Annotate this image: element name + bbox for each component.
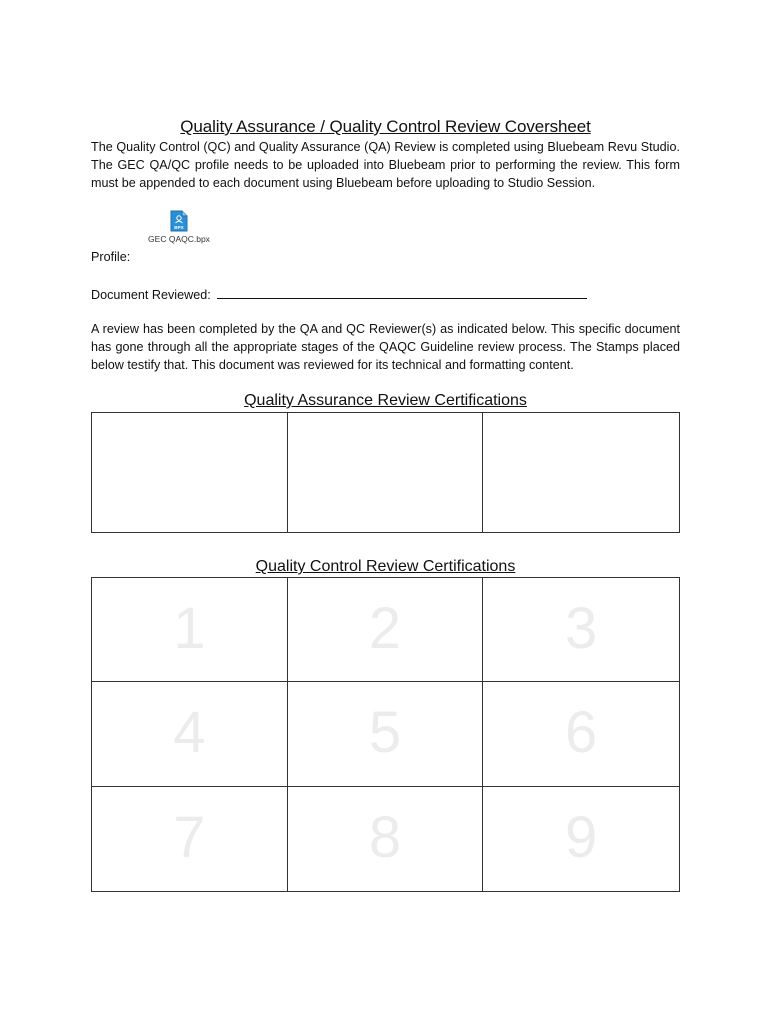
qc-stamp-cell[interactable] <box>483 682 679 786</box>
qc-stamp-cell[interactable] <box>92 787 288 891</box>
qc-cell-number: 2 <box>368 596 402 661</box>
bpx-file-icon[interactable] <box>170 210 188 232</box>
qc-stamp-cell[interactable] <box>288 682 484 786</box>
qc-cell-number: 4 <box>173 700 206 766</box>
qc-cell-number: 9 <box>565 804 598 870</box>
page-title: Quality Assurance / Quality Control Review Coversheet <box>180 117 591 136</box>
qa-stamp-cell[interactable] <box>288 413 484 532</box>
qa-certification-grid <box>91 412 680 533</box>
intro-paragraph: The Quality Control (QC) and Quality Assurance (QA) Review is completed using Bluebeam Revu Studio. The GEC QA/QC profile needs to be uploaded into Bluebeam prior to performing the review. This form must be appended to each document using Bluebeam before uploading to Studio Session. <box>91 140 680 190</box>
qa-stamp-cell[interactable] <box>92 413 288 532</box>
qc-stamp-cell[interactable] <box>483 787 679 891</box>
document-reviewed-field[interactable] <box>217 286 587 299</box>
qc-stamp-cell[interactable] <box>288 787 484 891</box>
bpx-icon-text: BPX <box>174 225 184 230</box>
qc-cell-number: 8 <box>368 804 402 870</box>
qc-cell-number: 6 <box>565 700 598 766</box>
qa-stamp-cell[interactable] <box>483 413 679 532</box>
document-reviewed-label: Document Reviewed: <box>91 288 211 302</box>
qc-section-heading: Quality Control Review Certifications <box>255 558 516 575</box>
profile-attachment[interactable] <box>147 210 211 244</box>
qc-stamp-cell[interactable] <box>288 578 484 682</box>
qc-cell-number: 7 <box>173 804 206 870</box>
qc-stamp-cell[interactable] <box>92 682 288 786</box>
qc-cell-number: 1 <box>173 596 206 661</box>
qc-cell-number: 5 <box>368 700 402 766</box>
qc-cell-number: 3 <box>565 596 598 661</box>
qc-stamp-cell[interactable] <box>483 578 679 682</box>
qc-certification-grid <box>91 577 680 892</box>
attachment-file-name[interactable]: GEC QAQC.bpx <box>148 234 210 244</box>
profile-label: Profile: <box>91 250 131 264</box>
qc-stamp-cell[interactable] <box>92 578 288 682</box>
qa-section-heading: Quality Assurance Review Certifications <box>244 392 527 409</box>
review-statement: A review has been completed by the QA and QC Reviewer(s) as indicated below. This specific document has gone through all the appropriate stages of the QAQC Guideline review process. The Stamps placed below testify that. This document was reviewed for its technical and formatting content. <box>91 322 680 372</box>
document-reviewed-row <box>91 286 587 302</box>
